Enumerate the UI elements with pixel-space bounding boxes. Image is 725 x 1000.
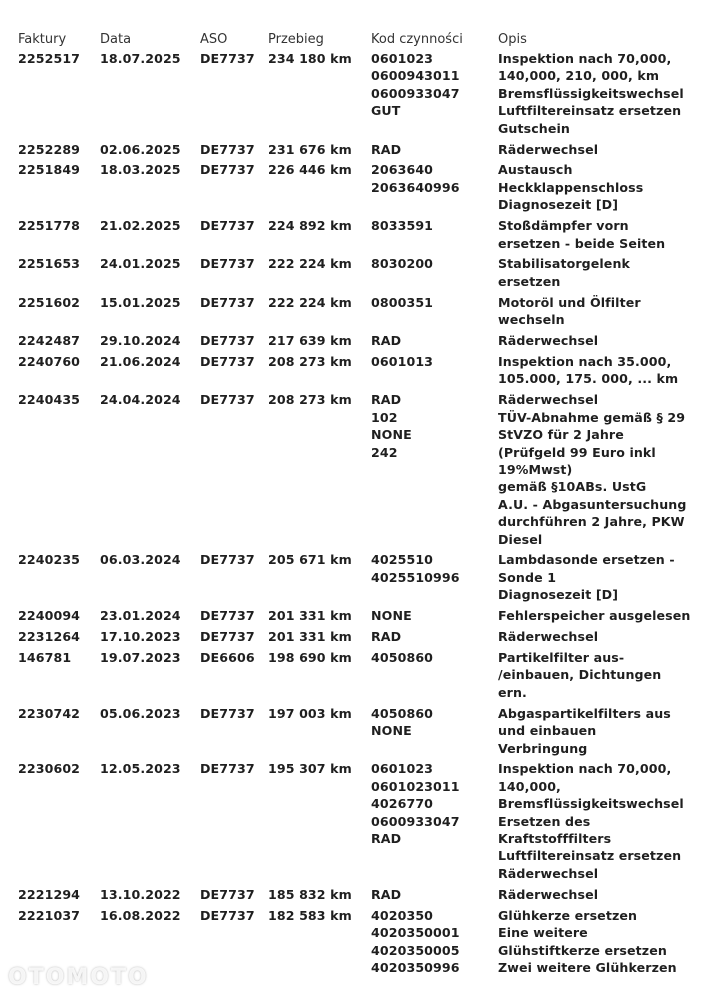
service-code: 0600933047 — [371, 85, 460, 101]
service-codes — [371, 628, 498, 649]
description-line: 140,000, 210, 000, km — [498, 68, 660, 84]
description-line: Inspektion nach 70,000, — [498, 51, 672, 66]
description-line: Glühstiftkerze ersetzen — [498, 942, 667, 958]
aso-code: DE7737 — [200, 907, 255, 923]
invoice-number: 2251653 — [18, 256, 81, 272]
mileage: 201 331 km — [268, 629, 352, 645]
table-row — [18, 161, 708, 217]
header-data: Data — [100, 32, 132, 47]
mileage: 205 671 km — [268, 552, 352, 568]
description — [498, 294, 708, 332]
invoice-number: 2240435 — [18, 392, 81, 408]
service-code: 0600933047 — [371, 813, 460, 829]
description-line: Kraftstofffilters — [498, 831, 612, 847]
aso-code: DE7737 — [200, 761, 255, 777]
invoice-number: 2230742 — [18, 705, 81, 721]
description-line: Räderwechsel — [498, 629, 599, 645]
description-line: Partikelfilter aus- — [498, 650, 625, 665]
service-codes — [371, 161, 498, 217]
date: 06.03.2024 — [100, 552, 181, 568]
mileage: 224 892 km — [268, 218, 352, 234]
description-line: Abgaspartikelfilters aus — [498, 705, 671, 721]
service-code: RAD — [371, 392, 402, 408]
service-codes — [371, 607, 498, 628]
invoice-number: 2231264 — [18, 629, 81, 645]
table-row — [18, 332, 708, 353]
service-code: 4020350001 — [371, 925, 460, 941]
aso-code: DE7737 — [200, 552, 255, 568]
mileage: 222 224 km — [268, 294, 352, 310]
description-line: StVZO für 2 Jahre — [498, 427, 624, 443]
description — [498, 353, 708, 391]
description-line: Räderwechsel — [498, 141, 599, 157]
description — [498, 217, 708, 255]
service-code: 0601023 — [371, 761, 434, 777]
table-row — [18, 141, 708, 162]
mileage: 185 832 km — [268, 886, 352, 902]
date: 21.06.2024 — [100, 354, 181, 369]
service-code: 0800351 — [371, 294, 434, 310]
header-opis: Opis — [498, 32, 527, 47]
service-code: 102 — [371, 409, 398, 425]
description-line: Ersetzen des — [498, 813, 591, 829]
date: 16.08.2022 — [100, 907, 181, 923]
description-line: Sonde 1 — [498, 569, 557, 585]
service-codes — [371, 705, 498, 761]
invoice-number: 2221294 — [18, 886, 81, 902]
service-codes — [371, 294, 498, 332]
service-code: 4020350 — [371, 907, 434, 923]
service-code: 2063640996 — [371, 179, 460, 195]
description-line: Luftfiltereinsatz ersetzen — [498, 848, 682, 864]
aso-code: DE7737 — [200, 51, 255, 66]
description-line: Räderwechsel — [498, 886, 599, 902]
aso-code: DE7737 — [200, 354, 255, 369]
description-line: Räderwechsel — [498, 333, 599, 349]
service-codes — [371, 551, 498, 607]
service-code: 4020350005 — [371, 942, 460, 958]
description-line: Fehlerspeicher ausgelesen — [498, 608, 691, 624]
service-code: 8030200 — [371, 256, 434, 272]
invoice-number: 2230602 — [18, 761, 81, 777]
service-codes — [371, 50, 498, 141]
service-code: RAD — [371, 141, 402, 157]
service-code: 4050860 — [371, 705, 434, 721]
service-code: 4025510996 — [371, 569, 460, 585]
invoice-number: 2240094 — [18, 608, 81, 624]
mileage: 231 676 km — [268, 141, 352, 157]
service-codes — [371, 255, 498, 293]
service-code: NONE — [371, 723, 412, 739]
description-line: Inspektion nach 70,000, — [498, 761, 672, 777]
service-history — [18, 32, 718, 980]
description-line: Stabilisatorgelenk — [498, 256, 630, 272]
description-line: Stoßdämpfer vorn — [498, 218, 629, 234]
description-line: 140,000, — [498, 778, 561, 794]
invoice-number: 2251849 — [18, 162, 81, 178]
table-row — [18, 50, 708, 141]
description — [498, 705, 708, 761]
description-line: A.U. - Abgasuntersuchung — [498, 496, 687, 512]
description-line: Heckklappenschloss — [498, 179, 644, 195]
description-line: (Prüfgeld 99 Euro inkl — [498, 444, 656, 460]
service-codes — [371, 886, 498, 907]
date: 21.02.2025 — [100, 218, 181, 234]
service-code: 0600943011 — [371, 68, 460, 84]
description-line: Gutschein — [498, 120, 570, 136]
mileage: 197 003 km — [268, 705, 352, 721]
service-code: RAD — [371, 629, 402, 645]
table-header-row — [18, 32, 708, 50]
table-row — [18, 607, 708, 628]
aso-code: DE7737 — [200, 608, 255, 624]
header-aso: ASO — [200, 32, 228, 47]
aso-code: DE7737 — [200, 256, 255, 272]
aso-code: DE7737 — [200, 218, 255, 234]
description-line: ersetzen - beide Seiten — [498, 235, 666, 251]
mileage: 217 639 km — [268, 333, 352, 349]
table-row — [18, 294, 708, 332]
aso-code: DE7737 — [200, 392, 255, 408]
date: 18.03.2025 — [100, 162, 181, 178]
service-code: RAD — [371, 333, 402, 349]
date: 15.01.2025 — [100, 294, 181, 310]
mileage: 182 583 km — [268, 907, 352, 923]
table-row — [18, 551, 708, 607]
service-code: 0601023011 — [371, 778, 460, 794]
service-code: 4050860 — [371, 650, 434, 665]
description-line: ersetzen — [498, 273, 561, 289]
table-row — [18, 760, 708, 885]
invoice-number: 2252289 — [18, 141, 81, 157]
date: 24.04.2024 — [100, 392, 181, 408]
description — [498, 391, 708, 551]
description-line: Zwei weitere Glühkerzen — [498, 959, 677, 975]
service-codes — [371, 353, 498, 391]
description-line: Inspektion nach 35.000, — [498, 354, 672, 369]
invoice-number: 2242487 — [18, 333, 81, 349]
service-code: GUT — [371, 103, 401, 119]
service-codes — [371, 760, 498, 885]
aso-code: DE7737 — [200, 333, 255, 349]
description-line: Motoröl und Ölfilter — [498, 294, 641, 310]
description — [498, 649, 708, 705]
aso-code: DE7737 — [200, 886, 255, 902]
mileage: 201 331 km — [268, 608, 352, 624]
date: 05.06.2023 — [100, 705, 181, 721]
description-line: Bremsflüssigkeitswechsel — [498, 796, 684, 812]
otomoto-watermark: OTOMOTO — [8, 965, 149, 990]
date: 24.01.2025 — [100, 256, 181, 272]
description-line: Luftfiltereinsatz ersetzen — [498, 103, 682, 119]
header-przebieg: Przebieg — [268, 32, 324, 47]
header-kod-czynnosci: Kod czynności — [371, 32, 463, 47]
invoice-number: 2221037 — [18, 907, 81, 923]
mileage: 226 446 km — [268, 162, 352, 178]
description-line: wechseln — [498, 312, 565, 328]
description-line: Glühkerze ersetzen — [498, 907, 638, 923]
service-codes — [371, 217, 498, 255]
date: 29.10.2024 — [100, 333, 181, 349]
description-line: durchführen 2 Jahre, PKW — [498, 514, 685, 530]
table-row — [18, 649, 708, 705]
description-line: Räderwechsel — [498, 865, 599, 881]
date: 19.07.2023 — [100, 650, 181, 665]
date: 12.05.2023 — [100, 761, 181, 777]
aso-code: DE7737 — [200, 705, 255, 721]
mileage: 222 224 km — [268, 256, 352, 272]
service-code: 0601023 — [371, 51, 434, 66]
description — [498, 332, 708, 353]
service-history-table — [18, 32, 708, 980]
service-code: RAD — [371, 886, 402, 902]
service-codes — [371, 332, 498, 353]
table-row — [18, 886, 708, 907]
invoice-number: 2240760 — [18, 354, 81, 369]
date: 02.06.2025 — [100, 141, 181, 157]
aso-code: DE6606 — [200, 650, 255, 665]
date: 17.10.2023 — [100, 629, 181, 645]
description-line: Bremsflüssigkeitswechsel — [498, 85, 684, 101]
description-line: Diagnosezeit [D] — [498, 587, 619, 603]
description — [498, 255, 708, 293]
service-codes — [371, 391, 498, 551]
aso-code: DE7737 — [200, 629, 255, 645]
table-row — [18, 705, 708, 761]
description — [498, 760, 708, 885]
service-code: NONE — [371, 608, 412, 624]
service-code: 4020350996 — [371, 959, 460, 975]
invoice-number: 2252517 — [18, 51, 81, 66]
invoice-number: 2251778 — [18, 218, 81, 234]
service-code: 242 — [371, 444, 398, 460]
service-codes — [371, 907, 498, 980]
service-code: 2063640 — [371, 162, 434, 178]
mileage: 195 307 km — [268, 761, 352, 777]
table-row — [18, 391, 708, 551]
description — [498, 628, 708, 649]
date: 23.01.2024 — [100, 608, 181, 624]
service-codes — [371, 649, 498, 705]
description — [498, 50, 708, 141]
service-code: RAD — [371, 831, 402, 847]
description-line: Diagnosezeit [D] — [498, 197, 619, 213]
mileage: 234 180 km — [268, 51, 352, 66]
table-row — [18, 353, 708, 391]
description-line: Lambdasonde ersetzen - — [498, 552, 675, 568]
invoice-number: 2251602 — [18, 294, 81, 310]
table-body — [18, 50, 708, 980]
service-code: NONE — [371, 427, 412, 443]
aso-code: DE7737 — [200, 141, 255, 157]
description-line: Verbringung — [498, 740, 588, 756]
table-row — [18, 255, 708, 293]
description-line: ern. — [498, 684, 527, 700]
description-line: /einbauen, Dichtungen — [498, 667, 662, 683]
description — [498, 161, 708, 217]
service-code: 4026770 — [371, 796, 434, 812]
mileage: 208 273 km — [268, 392, 352, 408]
table-row — [18, 217, 708, 255]
description-line: Eine weitere — [498, 925, 588, 941]
aso-code: DE7737 — [200, 162, 255, 178]
date: 18.07.2025 — [100, 51, 181, 66]
description-line: gemäß §10ABs. UstG — [498, 479, 647, 495]
table-row — [18, 628, 708, 649]
service-code: 4025510 — [371, 552, 434, 568]
description-line: 105.000, 175. 000, ... km — [498, 371, 679, 387]
description-line: 19%Mwst) — [498, 461, 573, 477]
description-line: TÜV-Abnahme gemäß § 29 — [498, 409, 686, 425]
description-line: und einbauen — [498, 723, 597, 739]
header-faktury: Faktury — [18, 32, 67, 47]
description-line: Räderwechsel — [498, 392, 599, 408]
description — [498, 607, 708, 628]
description — [498, 907, 708, 980]
service-codes — [371, 141, 498, 162]
aso-code: DE7737 — [200, 294, 255, 310]
description — [498, 141, 708, 162]
service-code: 8033591 — [371, 218, 434, 234]
service-code: 0601013 — [371, 354, 434, 369]
mileage: 208 273 km — [268, 354, 352, 369]
mileage: 198 690 km — [268, 650, 352, 665]
invoice-number: 146781 — [18, 650, 72, 665]
invoice-number: 2240235 — [18, 552, 81, 568]
description — [498, 886, 708, 907]
date: 13.10.2022 — [100, 886, 181, 902]
description-line: Austausch — [498, 162, 573, 178]
description — [498, 551, 708, 607]
description-line: Diesel — [498, 531, 543, 547]
